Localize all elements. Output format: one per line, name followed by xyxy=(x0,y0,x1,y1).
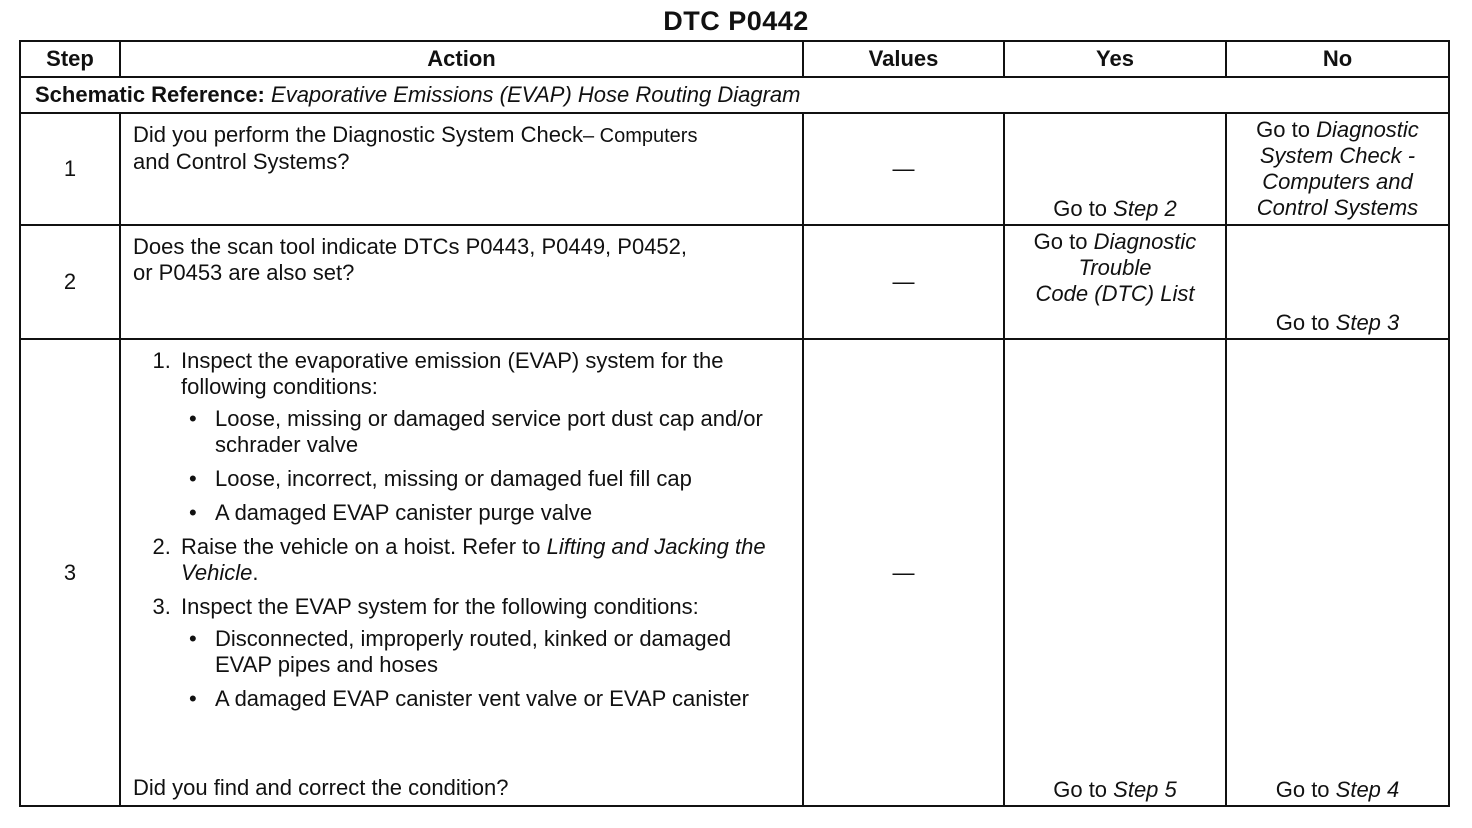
header-values: Values xyxy=(803,41,1004,77)
no-link[interactable]: Step 3 xyxy=(1335,310,1400,335)
yes-cell xyxy=(1004,339,1226,806)
no-link-line4[interactable]: Control Systems xyxy=(1256,195,1419,220)
yes-outcome[interactable] xyxy=(1005,196,1225,222)
document-title: DTC P0442 xyxy=(663,6,809,36)
no-cell xyxy=(1226,225,1449,339)
action-cell xyxy=(120,113,803,225)
yes-cell xyxy=(1004,225,1226,339)
yes-prefix: Go to xyxy=(1053,777,1114,802)
action-step-1-bullets xyxy=(181,406,792,526)
schematic-reference-label: Schematic Reference: xyxy=(35,82,265,107)
action-step-3-bullets xyxy=(181,626,792,712)
action-question: Did you find and correct the condition? xyxy=(133,775,509,800)
header-row xyxy=(20,41,1449,77)
bullet-item: • A damaged EVAP canister vent valve or EVAP canister xyxy=(211,686,792,712)
bullet-item: • A damaged EVAP canister purge valve xyxy=(211,500,792,526)
no-outcome[interactable] xyxy=(1227,310,1448,336)
lifting-jacking-link[interactable]: Lifting and Jacking the Vehicle xyxy=(181,534,766,585)
table-row xyxy=(20,225,1449,339)
no-link-line3[interactable]: Computers and xyxy=(1262,169,1413,194)
action-step-2-suffix: . xyxy=(252,560,259,585)
action-step-1 xyxy=(177,348,792,526)
action-cell xyxy=(120,339,803,806)
diagnostic-table xyxy=(19,40,1450,807)
yes-link[interactable]: Step 5 xyxy=(1113,777,1177,802)
value-cell: — xyxy=(803,225,1004,339)
header-step: Step xyxy=(20,41,120,77)
yes-link[interactable]: Step 2 xyxy=(1113,196,1177,221)
no-prefix: Go to xyxy=(1275,777,1336,802)
schematic-reference-row xyxy=(20,77,1449,113)
action-text-suffix: – Computers xyxy=(582,125,698,147)
no-link-line1[interactable]: Diagnostic xyxy=(1316,117,1419,142)
step-number: 3 xyxy=(20,339,120,806)
table-row xyxy=(20,113,1449,225)
value-cell: — xyxy=(803,339,1004,806)
step-number: 2 xyxy=(20,225,120,339)
schematic-reference-cell xyxy=(20,77,1449,113)
no-link-line2[interactable]: System Check - xyxy=(1259,143,1416,168)
header-yes: Yes xyxy=(1004,41,1226,77)
no-outcome[interactable] xyxy=(1227,777,1448,803)
action-text-line2: or P0453 are also set? xyxy=(133,260,355,285)
value-cell: — xyxy=(803,113,1004,225)
no-outcome[interactable] xyxy=(1227,114,1448,221)
bullet-item: • Loose, missing or damaged service port dust cap and/or schrader valve xyxy=(211,406,792,458)
action-text: Did you perform the Diagnostic System Check xyxy=(133,122,583,147)
bullet-item: • Disconnected, improperly routed, kinked or damaged EVAP pipes and hoses xyxy=(211,626,792,678)
action-text: Does the scan tool indicate DTCs P0443, P0449, P0452, xyxy=(133,234,688,259)
action-cell xyxy=(120,225,803,339)
header-no: No xyxy=(1226,41,1449,77)
action-step-3-text: Inspect the EVAP system for the following conditions: xyxy=(181,594,699,619)
action-step-2-text: Raise the vehicle on a hoist. Refer to xyxy=(181,534,547,559)
no-link[interactable]: Step 4 xyxy=(1335,777,1400,802)
bullet-item: • Loose, incorrect, missing or damaged fuel fill cap xyxy=(211,466,792,492)
action-step-1-text: Inspect the evaporative emission (EVAP) system for the following conditions: xyxy=(181,348,724,399)
yes-outcome[interactable] xyxy=(1005,226,1225,307)
yes-link-line3[interactable]: Code (DTC) List xyxy=(1035,281,1195,306)
header-action: Action xyxy=(120,41,803,77)
no-prefix: Go to xyxy=(1275,310,1336,335)
no-cell xyxy=(1226,113,1449,225)
action-step-3 xyxy=(177,594,792,712)
action-steps-list xyxy=(133,348,792,712)
no-prefix: Go to xyxy=(1256,117,1317,142)
action-step-2 xyxy=(177,534,792,586)
schematic-reference-link[interactable]: Evaporative Emissions (EVAP) Hose Routing Diagram xyxy=(271,82,801,107)
no-cell xyxy=(1226,339,1449,806)
yes-outcome[interactable] xyxy=(1005,777,1225,803)
table-row xyxy=(20,339,1449,806)
step-number: 1 xyxy=(20,113,120,225)
action-text-line2: and Control Systems? xyxy=(133,149,350,174)
yes-cell xyxy=(1004,113,1226,225)
yes-prefix: Go to xyxy=(1033,229,1094,254)
yes-link-line2[interactable]: Trouble xyxy=(1078,255,1152,280)
yes-prefix: Go to xyxy=(1053,196,1114,221)
yes-link-line1[interactable]: Diagnostic xyxy=(1093,229,1197,254)
